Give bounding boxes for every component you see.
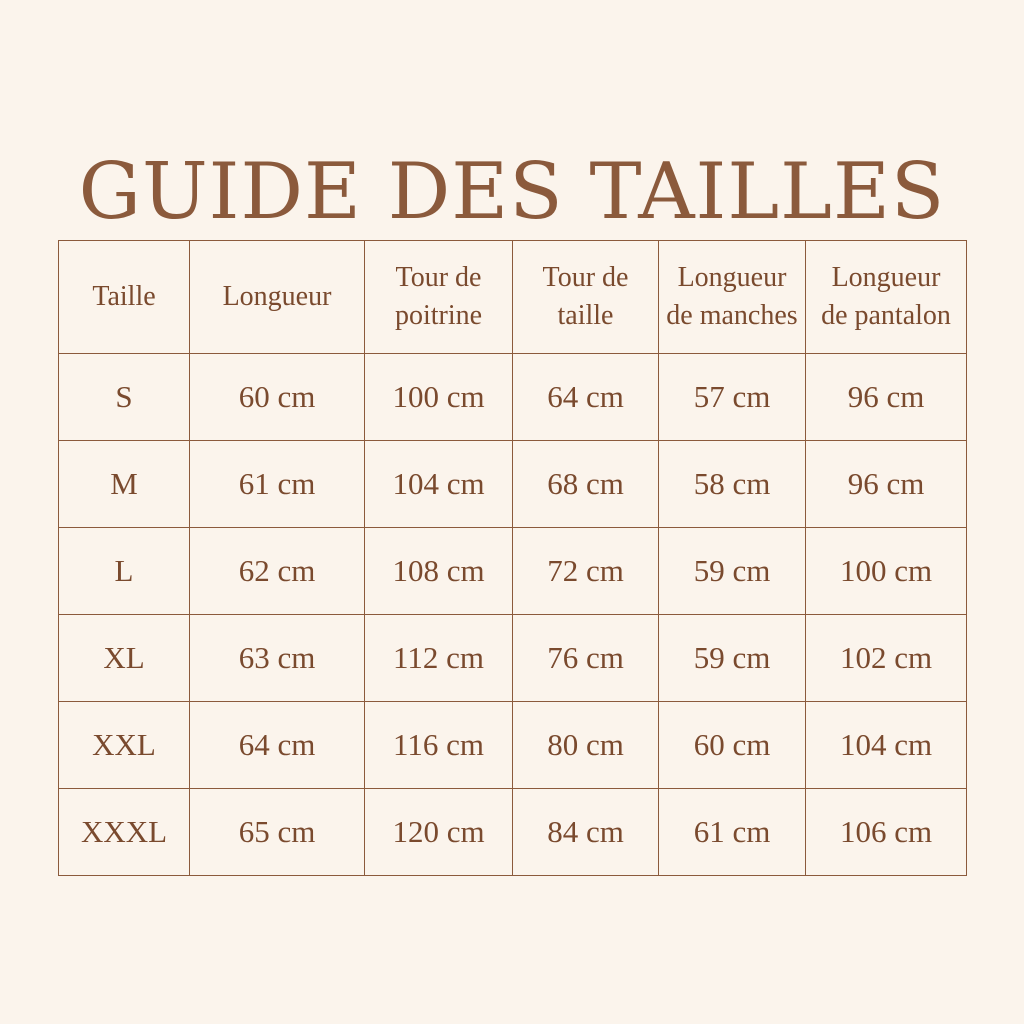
cell-pants: 96 cm [806, 354, 967, 441]
cell-length: 60 cm [190, 354, 365, 441]
header-row [59, 241, 967, 354]
header-size [59, 241, 190, 354]
header-sleeve [659, 241, 806, 354]
cell-chest: 112 cm [365, 615, 513, 702]
cell-waist: 72 cm [513, 528, 659, 615]
header-pants [806, 241, 967, 354]
cell-pants: 104 cm [806, 702, 967, 789]
cell-pants: 96 cm [806, 441, 967, 528]
cell-sleeve: 60 cm [659, 702, 806, 789]
header-chest-line-1: Tour de [395, 262, 482, 293]
cell-waist: 64 cm [513, 354, 659, 441]
cell-sleeve: 61 cm [659, 789, 806, 876]
cell-length: 65 cm [190, 789, 365, 876]
table-row [59, 789, 967, 876]
table-row [59, 528, 967, 615]
cell-waist: 84 cm [513, 789, 659, 876]
header-chest-line-2: poitrine [394, 300, 483, 331]
cell-chest: 116 cm [365, 702, 513, 789]
header-length-line: Longueur [222, 281, 332, 312]
cell-sleeve: 59 cm [659, 528, 806, 615]
cell-chest: 120 cm [365, 789, 513, 876]
header-pants-line-1: Longueur [831, 262, 941, 293]
page-title: GUIDE DES TAILLES [78, 147, 946, 238]
cell-size: M [59, 441, 190, 528]
cell-pants: 100 cm [806, 528, 967, 615]
cell-pants: 102 cm [806, 615, 967, 702]
header-size-line: Taille [92, 281, 156, 312]
header-waist-line-1: Tour de [542, 262, 629, 293]
cell-chest: 104 cm [365, 441, 513, 528]
cell-waist: 76 cm [513, 615, 659, 702]
table-row [59, 615, 967, 702]
cell-size: XXL [59, 702, 190, 789]
cell-chest: 100 cm [365, 354, 513, 441]
table-row [59, 354, 967, 441]
cell-sleeve: 58 cm [659, 441, 806, 528]
header-chest [365, 241, 513, 354]
cell-sleeve: 57 cm [659, 354, 806, 441]
cell-waist: 80 cm [513, 702, 659, 789]
header-sleeve-line-1: Longueur [677, 262, 787, 293]
cell-size: S [59, 354, 190, 441]
size-chart-table [58, 240, 967, 876]
cell-pants: 106 cm [806, 789, 967, 876]
cell-waist: 68 cm [513, 441, 659, 528]
table-row [59, 702, 967, 789]
cell-size: L [59, 528, 190, 615]
header-sleeve-line-2: de manches [666, 300, 798, 331]
cell-chest: 108 cm [365, 528, 513, 615]
header-waist [513, 241, 659, 354]
cell-length: 64 cm [190, 702, 365, 789]
cell-length: 62 cm [190, 528, 365, 615]
header-pants-line-2: de pantalon [821, 300, 951, 331]
table-row [59, 441, 967, 528]
cell-length: 63 cm [190, 615, 365, 702]
cell-sleeve: 59 cm [659, 615, 806, 702]
cell-size: XXXL [59, 789, 190, 876]
header-length [190, 241, 365, 354]
cell-length: 61 cm [190, 441, 365, 528]
cell-size: XL [59, 615, 190, 702]
header-waist-line-2: taille [557, 300, 614, 331]
